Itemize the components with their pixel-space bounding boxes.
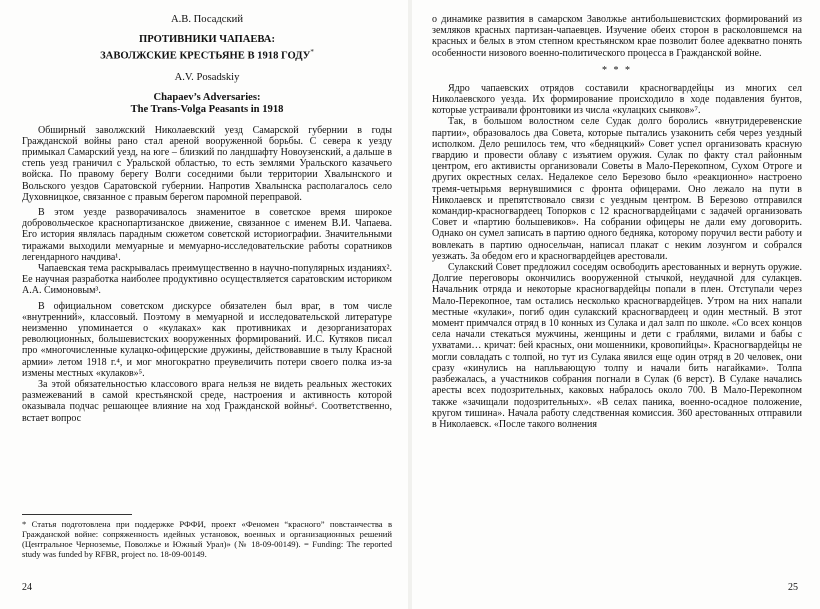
- left-column: [22, 14, 392, 424]
- paragraph: Обширный заволжский Николаевский уезд Самарской губернии в годы Гражданской войны рано стал ареной вооруженной борьбы. С севера к уезду примыкал Самарский уезд, на юге – близкий по ландшафту Новоузенский, а дальше в степь уезд граничил с Уральской областью, то есть землями Уральского казачьего войска. По правому берегу Волги соседними были территории Хвалынского и Вольского уездов Саратовской губернии. Напротив Хвалынска располагалось село Духовницкое, связанное с правым берегом паромной переправой.: [22, 124, 392, 203]
- footnote-rule: [22, 514, 132, 515]
- section-separator: * * *: [602, 64, 632, 76]
- author-name-ru: А.В. Посадский: [171, 14, 243, 25]
- title-ru-line2-text: ЗАВОЛЖСКИЕ КРЕСТЬЯНЕ В 1918 ГОДУ: [100, 50, 311, 62]
- title-ru-line1: ПРОТИВНИКИ ЧАПАЕВА:: [138, 34, 275, 45]
- page-number-left: 24: [22, 582, 32, 593]
- paragraph: Так, в большом волостном селе Судак долго боролись «внутридеревенские партии», образовалось два Совета, которые пытались узаконить себя через уездный исполком. Дело решилось тем, что «бедняцкий» Совет успел организовать красную гвардию и провести облаву с изъятием оружия. Сулак по факту стал районным центром, его активисты организовали Советы в Мало-Перекопном, Сухом Отроге и других окрестных селах. Недалекое село Березово было «реакционно» настроено тремя-четырьмя вернувшимися с фронта офицерами. Оно лежало на пути в Николаевск и препятствовало связи с уездным центром. В Березово отправился командир-красногвардеец Топорков с 12 красногвардейцами с задачей организовать Совет и «партию большевиков». На собрании офицеры не дали ему договорить. Однако он сумел записать в партию одного бедняка, которому поручил вести работу и вовлекать в партию односельчан, написал плакат с неким лозунгом и собрался уезжать. За обедом его и красногвардейцев арестовали.: [432, 116, 802, 262]
- right-column: [432, 14, 802, 430]
- paragraph: о динамике развития в самарском Заволжье антибольшевистских формирований из земляков красных партизан-чапаевцев. Изучение обеих сторон в расколовшемся на красных и белых в этом степном крестьянском крае позволит более адекватно понять особенности низового военно-политического процесса в Гражданской войне.: [432, 14, 802, 59]
- footnote-area: [22, 514, 392, 559]
- title-ru-line2: [22, 46, 392, 63]
- page-number-right: 25: [788, 582, 798, 593]
- title-en-line2: The Trans-Volga Peasants in 1918: [130, 103, 284, 115]
- paragraph: Сулакский Совет предложил соседям освободить арестованных и вернуть оружие. Долгие переговоры окончились вооруженной стычкой, неудачной для сулакцев. Начальник отряда и некоторые красногвардейцы попали в плен. Отступали через Мало-Перекопное, там остались несколько красногвардейцев. Утром на них напали местные «кулаки», погиб один сулакский красногвардеец и один местный. В этот момент примчался отряд в 10 конных из Сулака и дал залп по школе. «Со всех концов села начали стекаться мужчины, женщины и дети с граблями, вилами и бабы с ухватами… кричат: бей красных, они мошенники, кровопийцы». Красногвардейцы не могли совладать с толпой, но тут из Сулака явился еще один отряд в 20 человек, они сразу «кинулись на напльвающую толпу и начали бить нагайками». Толпа разбежалась, а участников собрания погнали в Сулак (6 верст). В Сулаке начались аресты всех подозрительных, каковых набралось около 700. В Мало-Перекопном также «зачищали подозрительных». «В селах паника, военно-осадное положение, кругом тишина». Начала работу следственная комиссия. 360 арестованных отправили в Николаевск. «После такого волнения: [432, 262, 802, 430]
- paragraph: За этой обязательностью классового врага нельзя не видеть реальных жестоких размежеваний в самой крестьянской среде, настроения и активность которой оказывала подчас решающее влияние на ход Гражданской войны⁶. Соответственно, встает вопрос: [22, 379, 392, 424]
- article-title-ru: [22, 34, 392, 63]
- article-title-en: [22, 92, 392, 116]
- title-en-line1: Chapaev’s Adversaries:: [153, 91, 261, 103]
- paragraph: В официальном советском дискурсе обязателен был враг, в том числе «внутренний», классовый. Поэтому в мемуарной и исследовательской литературе неизменно упоминается о «кулаках» как противниках и дезорганизаторах революционных, большевистских вооруженных формирований. И.С. Кутяков писал про «многочисленные кулацко-офицерские дружины, действовавшие в тылу Красной армии» летом 1918 г.⁴, и мог многократно преувеличить потери своего полка из-за измены местных «кулаков»⁵.: [22, 300, 392, 379]
- paragraph: В этом уезде разворачивалось знаменитое в советское время широкое добровольческое краснопартизанское движение, связанное с именем В.И. Чапаева. Его история являлась парадным сюжетом советской историографии. Значительными тиражами выходили мемуарные и мемуарно-исследовательские работы соратников легендарного начдива¹.: [22, 206, 392, 263]
- footnote-text: * Статья подготовлена при поддержке РФФИ, проект «Феномен “красного” повстанчества в Гражданской войне: сопряженность идейных установок, военных и организационных решений (Центральное Черноземье, Поволжье и Южный Урал)» (№ 18-09-00149). = Funding: The reported study was funded by RFBR, project no. 18-09-00149.: [22, 519, 392, 559]
- paragraph: Ядро чапаевских отрядов составили красногвардейцы из многих сел Николаевского уезда. Их формирование происходило в ходе подавления бунтов, которые устраивали фронтовики из числа «кулацких сынков»⁷.: [432, 82, 802, 117]
- right-page: [410, 0, 820, 609]
- author-name-en: A.V. Posadskiy: [174, 71, 240, 83]
- title-footnote-mark[interactable]: *: [310, 48, 314, 56]
- paragraph: Чапаевская тема раскрывалась преимущественно в научно-популярных изданиях². Ее научная разработка наиболее продуктивно осуществляется саратовским историком А.А. Симоновым³.: [22, 262, 392, 297]
